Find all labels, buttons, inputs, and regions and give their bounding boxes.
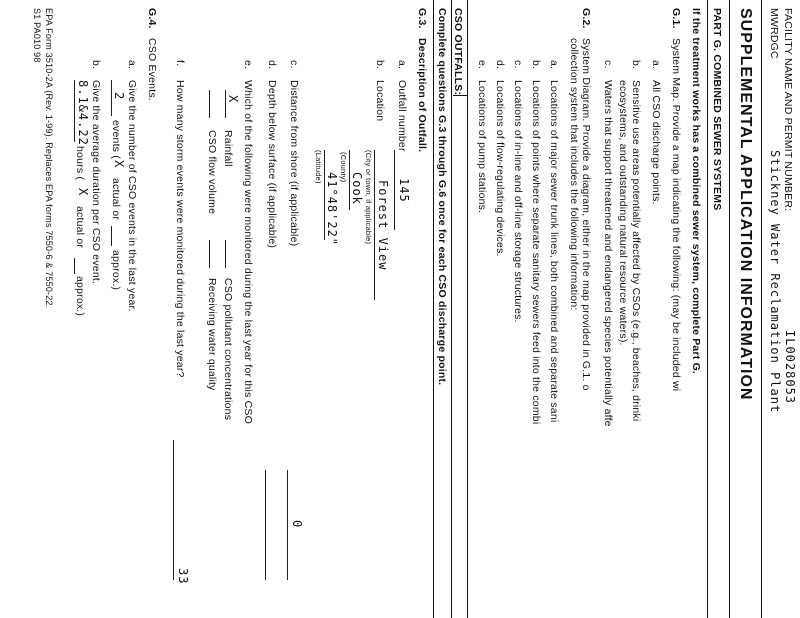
location-city-value: Forest View bbox=[376, 180, 390, 271]
g3d-label: Depth below surface (if applicable) bbox=[266, 80, 278, 249]
events-approx: approx.) bbox=[110, 250, 122, 291]
title-rule bbox=[729, 0, 730, 618]
cso-instruction: Complete questions G.3 through G.6 once for each CSO discharge point. bbox=[436, 8, 448, 386]
g2-text: System Diagram. Provide a diagram, either in the map provided in G.1. o bbox=[580, 38, 592, 391]
rainfall-line bbox=[225, 90, 226, 118]
g2c-letter: c. bbox=[512, 60, 524, 69]
page-title: SUPPLEMENTAL APPLICATION INFORMATION bbox=[737, 8, 754, 401]
cso-rule-top bbox=[467, 0, 468, 618]
cso-flow-line[interactable] bbox=[209, 90, 210, 118]
g2d-text: Locations of flow-regulating devices. bbox=[494, 80, 506, 257]
storms-value: 33 bbox=[176, 568, 190, 585]
part-rule bbox=[707, 0, 708, 618]
g1-text: System Map. Provide a map indicating the following: (may be included wi bbox=[670, 38, 682, 392]
location-city-caption: (City or town, if applicable) bbox=[364, 150, 373, 245]
g3d-letter: d. bbox=[266, 60, 278, 70]
cso-rule-mid bbox=[451, 0, 452, 618]
duration-actual-check[interactable]: X bbox=[76, 188, 90, 197]
events-actual-check[interactable]: X bbox=[112, 160, 126, 169]
g3a-label: Outfall number bbox=[396, 80, 408, 152]
distance-line bbox=[287, 470, 288, 580]
form-code: S1 PA010 98 bbox=[32, 8, 42, 63]
form-number: EPA Form 3510-2A (Rev. 1-99). Replaces EPA forms 7550-6 & 7550-22. bbox=[44, 8, 54, 309]
cso-rule-bottom bbox=[433, 0, 434, 618]
events-value: 2 bbox=[112, 92, 126, 101]
g3b-label: Location bbox=[374, 80, 386, 122]
g1b-text: Sensitive use areas potentially affected by CSOs (e.g., beaches, drinki bbox=[630, 80, 642, 422]
g3f-letter: f. bbox=[174, 60, 186, 67]
g4b-label: Give the average duration per CSO event. bbox=[90, 80, 102, 285]
cso-flow-label: CSO flow volume bbox=[206, 130, 218, 215]
receiving-quality-line[interactable] bbox=[209, 240, 210, 268]
g3b-letter: b. bbox=[374, 60, 386, 70]
facility-name-printed: MWRDGC bbox=[768, 8, 780, 59]
events-actual: actual or bbox=[110, 178, 122, 221]
g3f-label: How many storm events were monitored during the last year? bbox=[174, 80, 186, 378]
duration-value: 8.1&4.22 bbox=[76, 80, 90, 146]
location-county-caption: (County) bbox=[339, 152, 348, 183]
location-county-value: Cook bbox=[350, 172, 364, 205]
rainfall-label: Rainfall bbox=[222, 130, 234, 167]
location-city-line bbox=[374, 150, 375, 300]
duration-unit: hours ( bbox=[74, 146, 86, 181]
header-rule bbox=[761, 0, 762, 618]
depth-line bbox=[265, 470, 266, 580]
events-approx-line[interactable] bbox=[111, 226, 112, 246]
g4a-letter: a. bbox=[126, 60, 138, 70]
g1-number: G.1. bbox=[670, 8, 682, 29]
g3-number: G.3. bbox=[416, 8, 428, 29]
g4-number: G.4. bbox=[146, 8, 158, 29]
events-line bbox=[111, 80, 112, 116]
duration-actual: actual or bbox=[74, 206, 86, 249]
g4a-label: Give the number of CSO events in the last year. bbox=[126, 80, 138, 312]
location-county-line bbox=[349, 150, 350, 210]
g1c-letter: c. bbox=[602, 60, 614, 69]
g2c-text: Locations of in-line and off-line storage structures. bbox=[512, 80, 524, 323]
g4-text: CSO Events. bbox=[146, 38, 158, 101]
distance-value: 0 bbox=[290, 520, 304, 529]
location-latitude-caption: (Latitude) bbox=[314, 150, 323, 184]
g1c-text: Waters that support threatened and endangered species potentially affe bbox=[602, 80, 614, 427]
g1a-text: All CSO discharge points. bbox=[650, 80, 662, 205]
facility-label: FACILITY NAME AND PERMIT NUMBER: bbox=[782, 8, 794, 212]
g2-number: G.2. bbox=[580, 8, 592, 29]
part-heading: PART G. COMBINED SEWER SYSTEMS bbox=[711, 8, 723, 211]
g2a-text: Locations of major sewer trunk lines, both combined and separate sani bbox=[548, 80, 560, 423]
outfall-number-line bbox=[394, 150, 395, 230]
g2b-text: Locations of points where separate sanitary sewers feed into the combi bbox=[530, 80, 542, 425]
g4b-letter: b. bbox=[90, 60, 102, 70]
g1b-text-2: ecosystems, and outstanding natural resource waters). bbox=[617, 80, 629, 346]
cso-outfalls-heading: CSO OUTFALLS: bbox=[452, 8, 464, 96]
duration-line bbox=[74, 80, 75, 142]
g3a-letter: a. bbox=[396, 60, 408, 70]
duration-approx: approx.) bbox=[74, 276, 86, 317]
g1a-letter: a. bbox=[650, 60, 662, 70]
outfall-number-value: 145 bbox=[397, 178, 411, 203]
storms-line bbox=[173, 440, 174, 580]
g2d-letter: d. bbox=[494, 60, 506, 70]
cso-pollutant-label: CSO pollutant concentrations bbox=[222, 278, 234, 421]
g2b-letter: b. bbox=[530, 60, 542, 70]
permit-number: IL0028053 bbox=[783, 330, 797, 405]
facility-name-handwritten: Stickney Water Reclamation Plant bbox=[768, 150, 782, 414]
g2e-text: Locations of pump stations. bbox=[476, 80, 488, 214]
g2e-letter: e. bbox=[476, 60, 488, 70]
location-latitude-line bbox=[324, 150, 325, 240]
g3e-label: Which of the following were monitored during the last year for this CSO bbox=[242, 80, 254, 424]
g3c-letter: c. bbox=[288, 60, 300, 69]
g2a-letter: a. bbox=[548, 60, 560, 70]
cso-pollutant-line[interactable] bbox=[225, 240, 226, 268]
g3c-label: Distance from shore (if applicable) bbox=[288, 80, 300, 247]
g1b-letter: b. bbox=[630, 60, 642, 70]
g2-text-2: collection system that includes the following information: bbox=[568, 38, 580, 311]
location-latitude-value: 41°48'22" bbox=[325, 172, 339, 247]
g3e-letter: e. bbox=[242, 60, 254, 70]
part-intro: If the treatment works has a combined sewer system, complete Part G. bbox=[690, 8, 702, 375]
g3-text: Description of Outfall. bbox=[416, 38, 428, 153]
cso-heading-divider bbox=[453, 95, 467, 96]
receiving-quality-label: Receiving water quality bbox=[206, 278, 218, 391]
rainfall-check[interactable]: X bbox=[226, 95, 240, 104]
duration-approx-line[interactable] bbox=[74, 258, 75, 274]
events-unit: events ( bbox=[110, 120, 122, 159]
